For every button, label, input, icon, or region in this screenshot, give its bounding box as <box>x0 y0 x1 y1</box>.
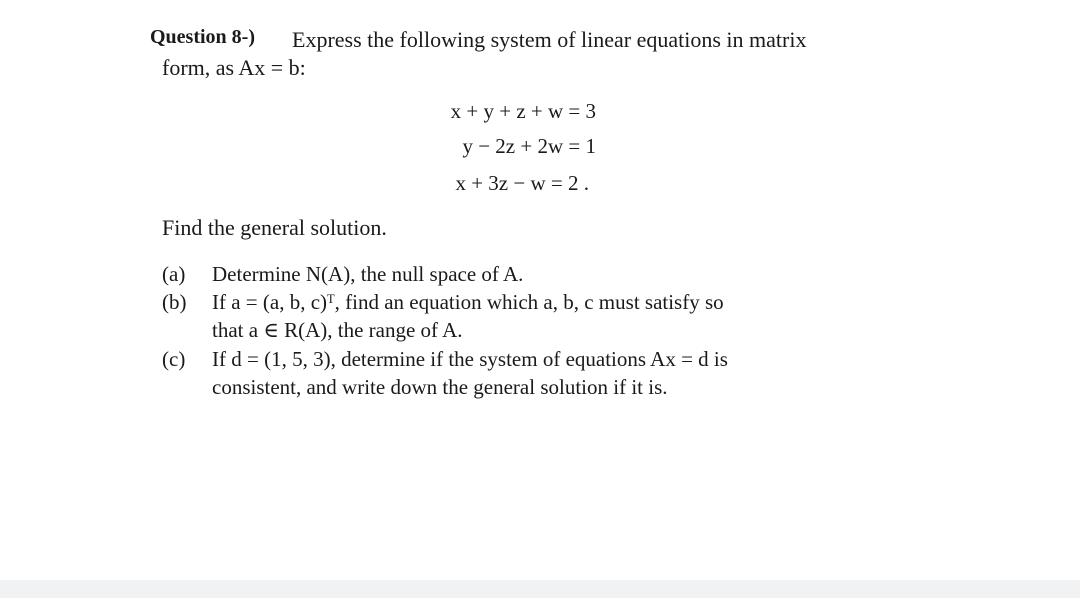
part-c-text-line-1: If d = (1, 5, 3), determine if the system of equations Ax = d is <box>212 347 728 371</box>
question-label: Question 8-) <box>150 26 255 48</box>
equation-2: y − 2z + 2w = 1 <box>462 134 596 158</box>
part-b-text-line-2: that a ∈ R(A), the range of A. <box>212 318 463 342</box>
part-c-label: (c) <box>162 347 186 371</box>
part-b-text-line-1: If a = (a, b, c)ᵀ, find an equation which a, b, c must satisfy so <box>212 290 724 314</box>
part-b-label: (b) <box>162 290 187 314</box>
equation-1: x + y + z + w = 3 <box>450 99 596 123</box>
part-a-text: Determine N(A), the null space of A. <box>212 262 524 286</box>
bottom-divider-band <box>0 580 1080 598</box>
question-intro-line-1: Express the following system of linear equations in matrix <box>292 27 807 52</box>
question-intro-line-2: form, as Ax = b: <box>162 55 306 80</box>
part-c-text-line-2: consistent, and write down the general solution if it is. <box>212 375 668 399</box>
equation-3: x + 3z − w = 2 . <box>455 171 589 195</box>
instruction-text: Find the general solution. <box>162 215 387 240</box>
part-a-label: (a) <box>162 262 186 286</box>
